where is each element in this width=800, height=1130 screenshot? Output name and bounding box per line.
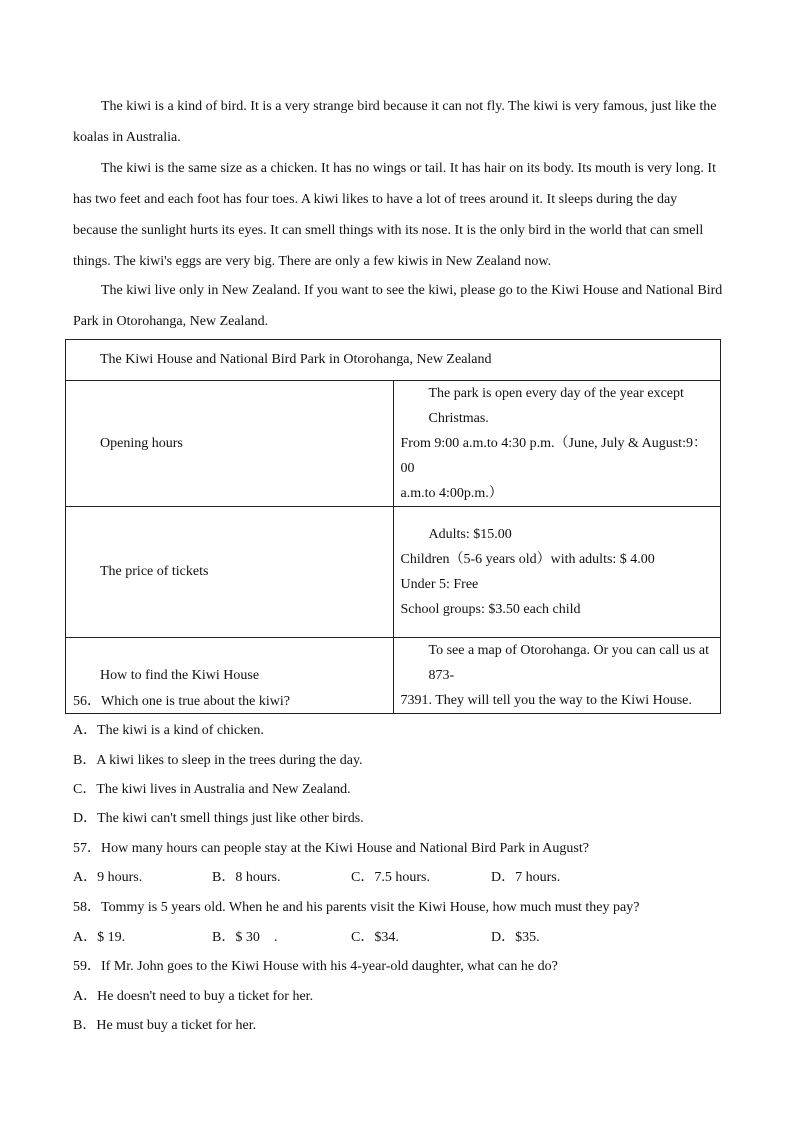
opening-hours-line: From 9:00 a.m.to 4:30 p.m.（June, July & August:9：00 — [400, 436, 707, 476]
find-kiwi-house-line: 7391. They will tell you the way to the Kiwi House. — [400, 693, 692, 708]
option-57-d: D．7 hours. — [491, 870, 561, 885]
paragraph-line: koalas in Australia. — [73, 130, 181, 145]
option-57-b: B．8 hours. — [212, 870, 281, 885]
question-59: 59．If Mr. John goes to the Kiwi House with his 4-year-old daughter, what can he do? — [73, 959, 558, 974]
option-58-b: B．$ 30 . — [212, 930, 278, 945]
table-row-price — [66, 507, 721, 638]
option-58-a: A．$ 19. — [73, 930, 126, 945]
option-56-d: D．The kiwi can't smell things just like other birds. — [73, 811, 364, 826]
paragraph-line: The kiwi live only in New Zealand. If you want to see the kiwi, please go to the Kiwi House and National Bird — [101, 283, 723, 298]
question-58: 58．Tommy is 5 years old. When he and his parents visit the Kiwi House, how much must they pay? — [73, 900, 640, 915]
find-kiwi-house-label: How to find the Kiwi House — [66, 638, 394, 714]
paragraph-line: The kiwi is the same size as a chicken. It has no wings or tail. It has hair on its body. Its mouth is very long. It — [101, 161, 716, 176]
ticket-price-value — [393, 507, 721, 638]
opening-hours-value — [393, 381, 721, 507]
paragraph-line: has two feet and each foot has four toes. A kiwi likes to have a lot of trees around it. It sleeps during the day — [73, 192, 678, 207]
ticket-price-line: Under 5: Free — [400, 577, 479, 592]
paragraph-2 — [73, 153, 723, 277]
table-row-opening — [66, 381, 721, 507]
paragraph-1 — [73, 91, 723, 153]
option-56-a: A．The kiwi is a kind of chicken. — [73, 723, 264, 738]
find-kiwi-house-value — [393, 638, 721, 714]
opening-hours-line: The park is open every day of the year except Christmas. — [428, 386, 684, 426]
ticket-price-line: School groups: $3.50 each child — [400, 602, 581, 617]
paragraph-line: The kiwi is a kind of bird. It is a very strange bird because it can not fly. The kiwi is very famous, just like the — [101, 99, 717, 114]
paragraph-line: because the sunlight hurts its eyes. It can smell things with its nose. It is the only bird in the world that can smell — [73, 223, 704, 238]
table-title: The Kiwi House and National Bird Park in Otorohanga, New Zealand — [66, 340, 721, 381]
opening-hours-line: a.m.to 4:00p.m.） — [400, 486, 503, 501]
table-title-row — [66, 340, 721, 381]
question-56: 56．Which one is true about the kiwi? — [73, 694, 290, 709]
opening-hours-label: Opening hours — [66, 381, 394, 507]
option-57-a: A．9 hours. — [73, 870, 143, 885]
ticket-price-line: Children（5-6 years old）with adults: $ 4.00 — [400, 552, 655, 567]
find-kiwi-house-line: To see a map of Otorohanga. Or you can call us at 873- — [428, 643, 709, 683]
question-57: 57．How many hours can people stay at the Kiwi House and National Bird Park in August? — [73, 841, 589, 856]
option-56-b: B．A kiwi likes to sleep in the trees during the day. — [73, 753, 363, 768]
ticket-price-line: Adults: $15.00 — [428, 527, 512, 542]
paragraph-3 — [73, 275, 723, 337]
option-59-b: B．He must buy a ticket for her. — [73, 1018, 257, 1033]
option-58-c: C．$34. — [351, 930, 399, 945]
option-59-a: A．He doesn't need to buy a ticket for her. — [73, 989, 314, 1004]
option-57-c: C．7.5 hours. — [351, 870, 430, 885]
ticket-price-label: The price of tickets — [66, 507, 394, 638]
paragraph-line: things. The kiwi's eggs are very big. There are only a few kiwis in New Zealand now. — [73, 254, 552, 269]
paragraph-line: Park in Otorohanga, New Zealand. — [73, 314, 269, 329]
option-56-c: C．The kiwi lives in Australia and New Zealand. — [73, 782, 351, 797]
option-58-d: D．$35. — [491, 930, 540, 945]
park-info-table — [65, 339, 721, 714]
